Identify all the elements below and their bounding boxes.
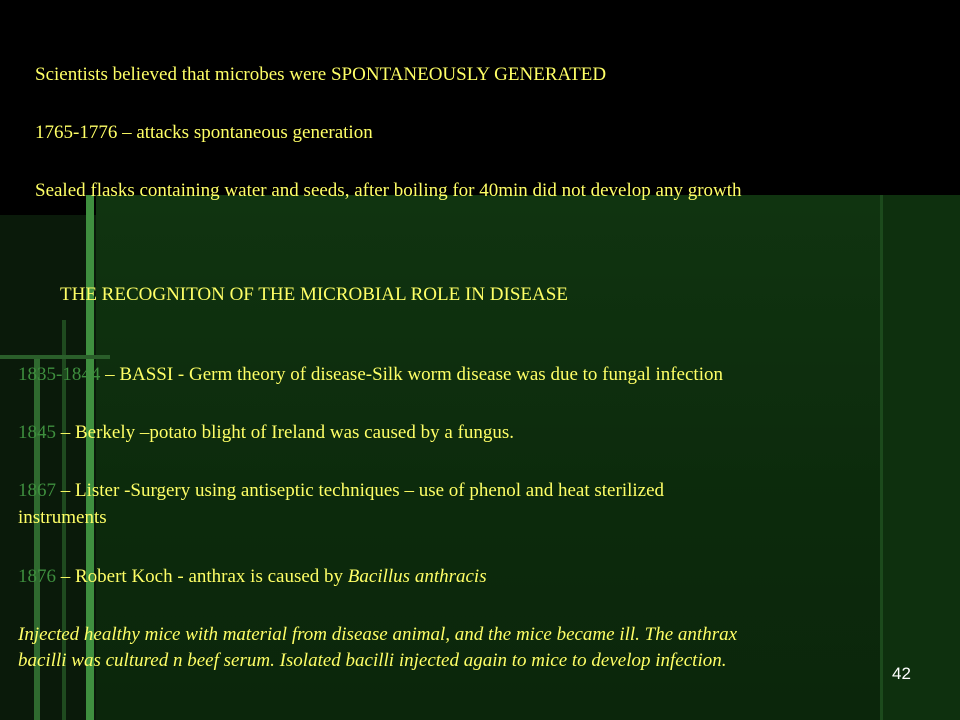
event-lister-continued: instruments — [18, 507, 107, 528]
event-text: – Robert Koch - anthrax is caused by — [56, 566, 348, 587]
event-text: – BASSI - Germ theory of disease-Silk worm disease was due to fungal infection — [100, 364, 723, 385]
event-koch — [18, 564, 487, 589]
event-year: 1876 — [18, 566, 56, 587]
section-heading: THE RECOGNITON OF THE MICROBIAL ROLE IN DISEASE — [60, 284, 568, 305]
event-text: – Lister -Surgery using antiseptic techniques – use of phenol and heat sterilized — [56, 480, 665, 501]
decorative-vertical-bar — [880, 195, 883, 720]
intro-line-flasks: Sealed flasks containing water and seeds, after boiling for 40min did not develop any growth — [35, 180, 742, 201]
event-lister — [18, 478, 664, 503]
decorative-horizontal-bar — [0, 355, 110, 359]
note-line-2: bacilli was cultured n beef serum. Isolated bacilli injected again to mice to develop infection. — [18, 650, 727, 671]
event-year: 1867 — [18, 480, 56, 501]
event-bassi — [18, 362, 723, 387]
intro-line-spontaneous: Scientists believed that microbes were SPONTANEOUSLY GENERATED — [35, 64, 607, 85]
event-text: – Berkely –potato blight of Ireland was caused by a fungus. — [56, 422, 514, 443]
event-year: 1845 — [18, 422, 56, 443]
note-line-1: Injected healthy mice with material from disease animal, and the mice became ill. The anthrax — [18, 624, 738, 645]
event-italic-species: Bacillus anthracis — [347, 566, 487, 587]
event-berkely — [18, 420, 514, 445]
intro-line-attack: 1765-1776 – attacks spontaneous generation — [35, 122, 373, 143]
background-right-panel — [880, 195, 960, 720]
event-year: 1835-1844 — [18, 364, 101, 385]
slide-number: 42 — [892, 664, 911, 683]
